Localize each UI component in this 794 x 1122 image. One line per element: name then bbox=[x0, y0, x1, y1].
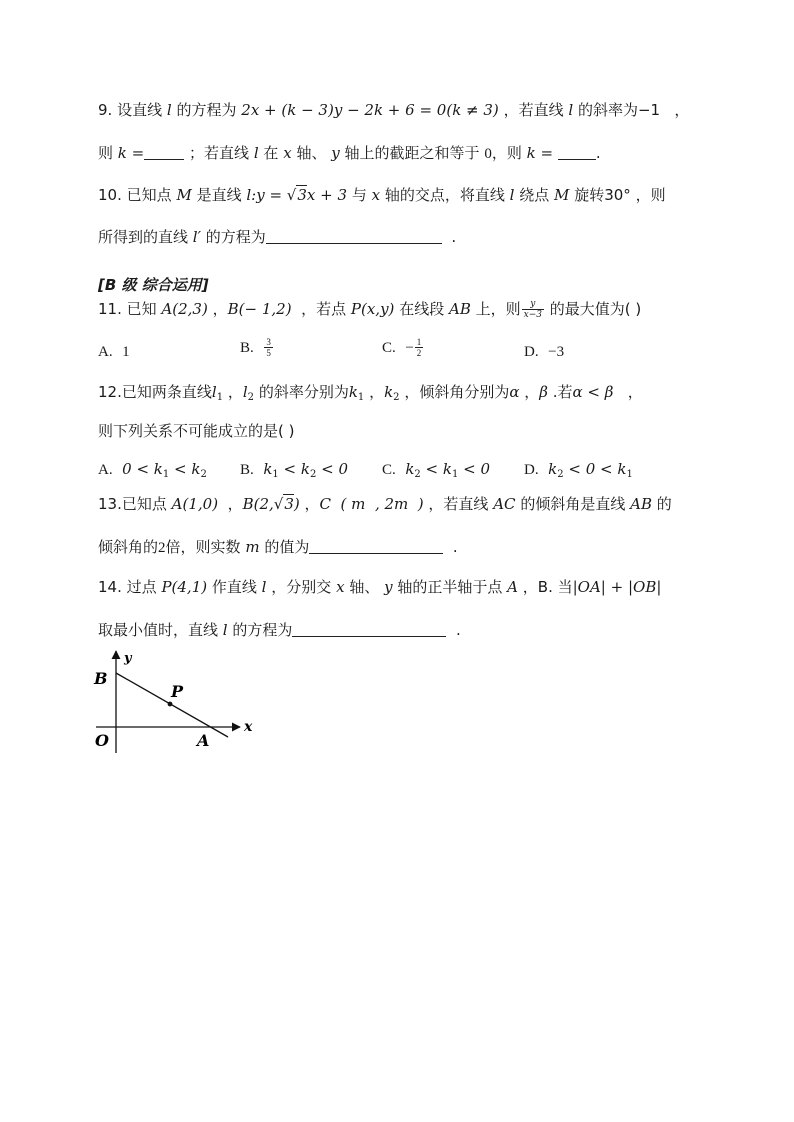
q12-number: 12. bbox=[98, 383, 122, 401]
q9-text: 轴上的截距之和等于 bbox=[344, 144, 480, 162]
q12-option-b[interactable]: B. $k_1 < k_2 < 0$ bbox=[240, 460, 349, 480]
math: m bbox=[245, 538, 260, 556]
math: AB bbox=[630, 495, 652, 513]
math: y bbox=[384, 578, 393, 596]
math-equation: 2x + (k − 3)y − 2k + 6 = 0(k ≠ 3) bbox=[241, 101, 499, 119]
answer-blank[interactable] bbox=[558, 143, 596, 160]
label-a: A bbox=[197, 731, 210, 750]
math: AC bbox=[493, 495, 516, 513]
option-label: C. bbox=[382, 340, 396, 356]
q10-line2 bbox=[98, 226, 456, 248]
math: $k_2$ bbox=[384, 383, 400, 403]
option-label: A. bbox=[98, 462, 113, 478]
q12-text: .若 bbox=[552, 383, 573, 401]
q10-text: 绕点 bbox=[519, 186, 550, 204]
q13-text: 已知点 bbox=[121, 495, 167, 513]
math: B(− 1,2) bbox=[227, 300, 292, 318]
q10-number: 10. bbox=[98, 186, 122, 204]
q11-option-d[interactable] bbox=[524, 340, 564, 363]
q11-text: ， bbox=[212, 300, 228, 318]
math: A(1,0) bbox=[171, 495, 219, 513]
math: β bbox=[539, 383, 548, 401]
label-o: O bbox=[95, 731, 109, 750]
q14-text: 取最小值时，直线 bbox=[98, 621, 219, 639]
q9-line2 bbox=[98, 142, 601, 165]
math: x bbox=[283, 144, 292, 162]
q13-text: 的值为 bbox=[264, 538, 310, 556]
q14-line2 bbox=[98, 619, 461, 641]
q9-text: ， bbox=[674, 101, 690, 119]
answer-blank[interactable] bbox=[144, 143, 184, 160]
q11-text: ，若点 bbox=[301, 300, 347, 318]
math: B(2,√3) bbox=[242, 495, 300, 513]
q13-text: 倾斜角的 bbox=[98, 538, 159, 556]
q14-text: ，分别交 bbox=[271, 578, 332, 596]
q10-text: 轴的交点，将直线 bbox=[384, 186, 505, 204]
fraction: $\frac{y}{x-3}$ bbox=[523, 299, 542, 320]
q11-text: 的最大值为( ) bbox=[549, 300, 642, 318]
math: α bbox=[509, 383, 520, 401]
q14-text: 的方程为 bbox=[232, 621, 293, 639]
q9-text: 设直线 bbox=[117, 101, 163, 119]
q9-text: 在 bbox=[263, 144, 279, 162]
math: $l_2$ bbox=[242, 383, 255, 403]
math: $k_1$ bbox=[348, 383, 365, 403]
q10-text: ，则 bbox=[635, 186, 666, 204]
option-label: C. bbox=[382, 462, 396, 478]
q11-option-a[interactable] bbox=[98, 340, 130, 363]
math: $l_1$ bbox=[211, 383, 224, 403]
math: A bbox=[507, 578, 519, 596]
q10-text: 是直线 bbox=[196, 186, 242, 204]
q9-text: 则 bbox=[98, 144, 114, 162]
math: |OA| + |OB| bbox=[572, 578, 662, 596]
fraction: $\frac{3}{5}$ bbox=[266, 337, 271, 358]
answer-blank[interactable] bbox=[266, 227, 442, 244]
q9-text: 的方程为 bbox=[176, 101, 237, 119]
coordinate-figure bbox=[90, 645, 270, 760]
q10-text: 与 bbox=[351, 186, 367, 204]
q13-line1: 13.已知点 A(1,0) ，B(2,√3) ，C ( m , 2m ) ，若直线 AC 的倾斜角是直线 AB 的 bbox=[98, 495, 672, 513]
q9-line1 bbox=[98, 99, 689, 121]
math: M bbox=[554, 186, 570, 204]
q13-text: 的倾斜角是直线 bbox=[520, 495, 626, 513]
q10-text: 的方程为 bbox=[205, 228, 266, 246]
q10-text: 旋转30° bbox=[574, 186, 631, 204]
q9-text: 的斜率为−1 bbox=[577, 101, 661, 119]
option-label: D. bbox=[524, 344, 539, 360]
math: C ( m , 2m ) bbox=[319, 495, 424, 513]
math: l bbox=[253, 144, 259, 162]
q13-text: 倍，则实数 bbox=[165, 538, 241, 556]
q11-text: 已知 bbox=[126, 300, 157, 318]
math-equation: l:y = √3x + 3 bbox=[246, 186, 348, 204]
q14-text: 轴的正半轴于点 bbox=[397, 578, 503, 596]
math: α < β bbox=[572, 383, 614, 401]
q13-line2 bbox=[98, 536, 458, 559]
q9-text: ，若直线 bbox=[503, 101, 564, 119]
math: l′ bbox=[192, 228, 201, 246]
option-label: D. bbox=[524, 462, 539, 478]
q12-line2: 则下列关系不可能成立的是( ) bbox=[98, 422, 295, 440]
q12-line1: 12.已知两条直线$l_1$ ，$l_2$ 的斜率分别为$k_1$ ，$k_2$ ，倾斜角分别为α ，β .若α < β ， bbox=[98, 383, 643, 403]
math: P(4,1) bbox=[161, 578, 208, 596]
q11-option-b[interactable] bbox=[240, 336, 274, 359]
q12-option-a[interactable]: A. $0 < k_1 < k_2$ bbox=[98, 460, 207, 480]
math: AB bbox=[448, 300, 471, 318]
q14-text: . bbox=[455, 621, 461, 639]
label-y: y bbox=[124, 651, 132, 666]
q11-text: 在线段 bbox=[399, 300, 445, 318]
q13-text: . bbox=[452, 538, 458, 556]
q10-text: 所得到的直线 bbox=[98, 228, 189, 246]
math: P(x,y) bbox=[350, 300, 395, 318]
math: x bbox=[336, 578, 345, 596]
q14-text: 作直线 bbox=[211, 578, 257, 596]
math: k = bbox=[526, 144, 554, 162]
q12-text: 已知两条直线 bbox=[121, 383, 212, 401]
math: k = bbox=[117, 144, 145, 162]
answer-blank[interactable] bbox=[309, 537, 443, 554]
q10-text: . bbox=[451, 228, 457, 246]
q14-text: ，B. 当 bbox=[522, 578, 573, 596]
option-value: 1 bbox=[122, 344, 130, 360]
q11-number: 11. bbox=[98, 300, 122, 318]
q9-text: ，则 bbox=[491, 144, 522, 162]
q11-option-c[interactable]: C. − $\frac{1}{2}$ bbox=[382, 337, 422, 358]
q11-text: 上，则 bbox=[475, 300, 521, 318]
q12-text: ， bbox=[627, 383, 643, 401]
q12-option-c[interactable]: C. $k_2 < k_1 < 0$ bbox=[382, 460, 491, 480]
q13-number: 13. bbox=[98, 495, 122, 513]
q12-text: ，倾斜角分别为 bbox=[404, 383, 510, 401]
math: M bbox=[176, 186, 192, 204]
option-label: B. bbox=[240, 462, 254, 478]
point-p-dot bbox=[168, 702, 173, 707]
q10-text: 已知点 bbox=[126, 186, 172, 204]
q9-text: ；若直线 bbox=[189, 144, 250, 162]
section-heading: [B 级 综合运用] bbox=[98, 276, 209, 294]
option-label: A. bbox=[98, 344, 113, 360]
q9-text: 轴、 bbox=[296, 144, 327, 162]
math: A(2,3) bbox=[161, 300, 208, 318]
q9-text: . bbox=[595, 144, 601, 162]
label-p: P bbox=[171, 682, 184, 701]
q10-line1 bbox=[98, 184, 666, 206]
q14-line1 bbox=[98, 576, 661, 598]
math: x bbox=[371, 186, 381, 204]
q13-text: 2 bbox=[158, 540, 166, 556]
q13-text: ，若直线 bbox=[428, 495, 489, 513]
q12-option-d[interactable]: D. $k_2 < 0 < k_1$ bbox=[524, 460, 633, 480]
q13-text: 的 bbox=[656, 495, 672, 513]
answer-blank[interactable] bbox=[292, 620, 446, 637]
q9-number: 9. bbox=[98, 101, 113, 119]
q12-text: 的斜率分别为 bbox=[258, 383, 349, 401]
math: l bbox=[568, 101, 574, 119]
q9-text: 0 bbox=[484, 146, 492, 162]
option-label: B. bbox=[240, 340, 254, 356]
math: l bbox=[222, 621, 228, 639]
q14-text: 轴、 bbox=[349, 578, 380, 596]
math: l bbox=[509, 186, 515, 204]
label-b: B bbox=[94, 669, 108, 688]
math: y bbox=[331, 144, 340, 162]
math: l bbox=[261, 578, 267, 596]
option-value: −3 bbox=[548, 344, 565, 360]
q11-line1 bbox=[98, 298, 641, 320]
fraction: $\frac{1}{2}$ bbox=[416, 337, 422, 358]
q14-number: 14. bbox=[98, 578, 122, 596]
label-x: x bbox=[244, 719, 253, 735]
q14-text: 过点 bbox=[126, 578, 157, 596]
math: l bbox=[166, 101, 172, 119]
